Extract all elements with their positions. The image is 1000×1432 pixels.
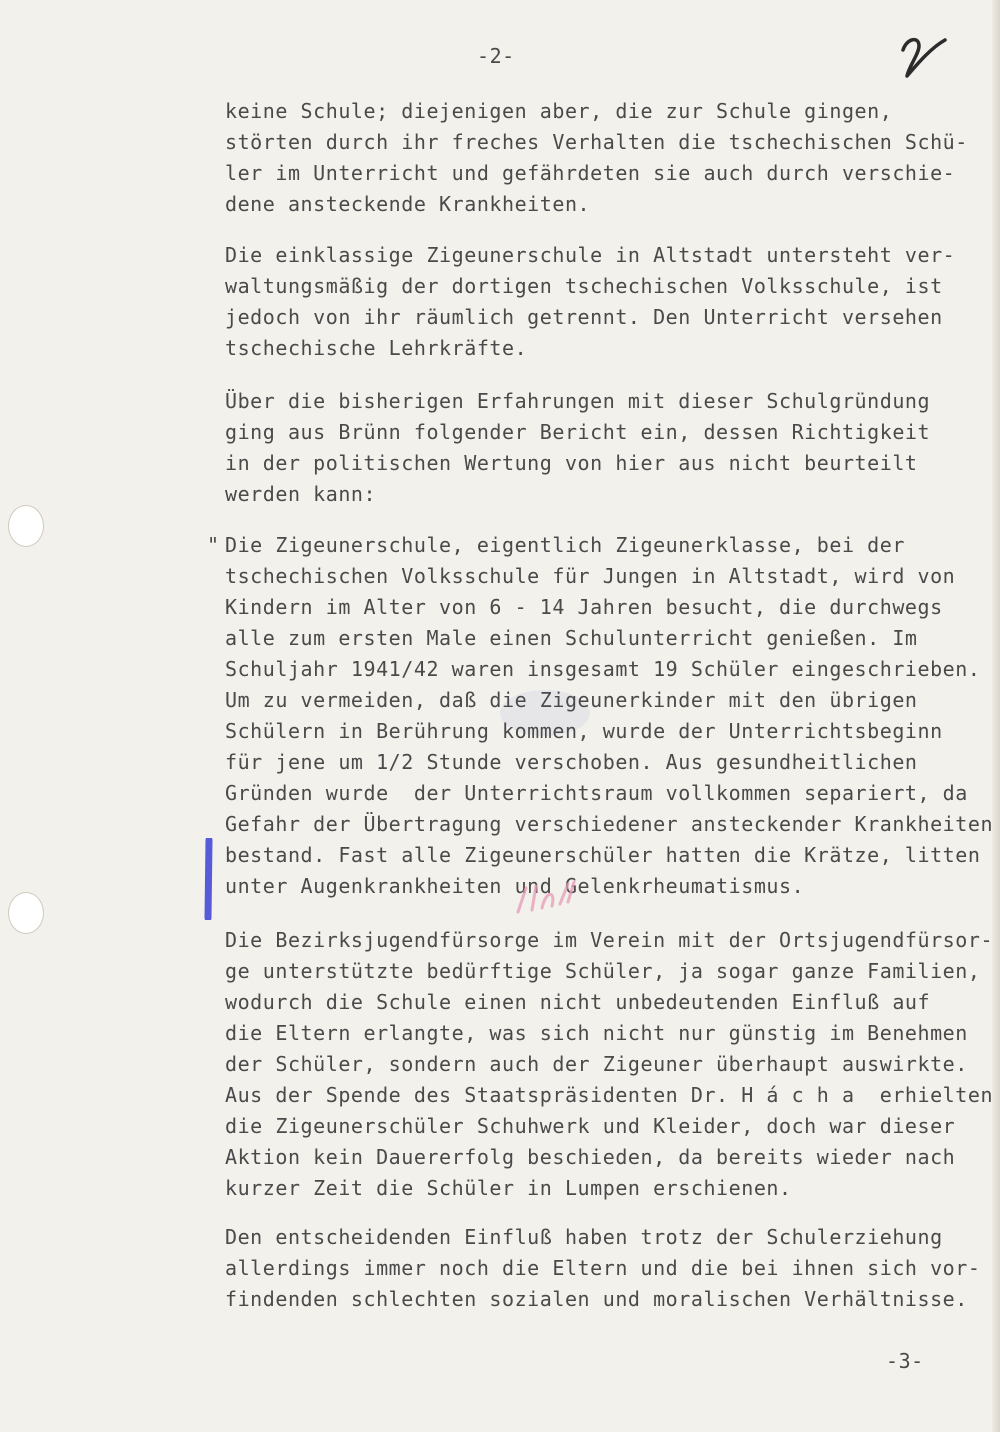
handwritten-page-mark bbox=[897, 32, 949, 80]
text-line: Die Zigeunerschule, eigentlich Zigeunerklasse, bei der bbox=[225, 533, 905, 557]
text-line: waltungsmäßig der dortigen tschechischen Volksschule, ist bbox=[225, 274, 943, 298]
next-page-marker: -3- bbox=[886, 1349, 924, 1373]
text-line: Gefahr der Übertragung verschiedener ansteckender Krankheiten bbox=[225, 812, 994, 836]
opening-quote-mark: " bbox=[207, 533, 220, 557]
text-line: Die einklassige Zigeunerschule in Altstadt untersteht ver- bbox=[225, 243, 956, 267]
paragraph-6 bbox=[225, 1222, 980, 1315]
text-line: Gründen wurde der Unterrichtsraum vollkommen separiert, da bbox=[225, 781, 968, 805]
pink-stamp-mark bbox=[512, 878, 582, 918]
blue-pencil-margin-mark bbox=[204, 838, 214, 920]
punch-hole-top bbox=[8, 505, 44, 547]
text-line: Schuljahr 1941/42 waren insgesamt 19 Schüler eingeschrieben. bbox=[225, 657, 981, 681]
text-line: für jene um 1/2 Stunde verschoben. Aus gesundheitlichen bbox=[225, 750, 918, 774]
text-line: keine Schule; diejenigen aber, die zur Schule gingen, bbox=[225, 99, 893, 123]
text-line: Den entscheidenden Einfluß haben trotz der Schulerziehung bbox=[225, 1225, 943, 1249]
text-line: ler im Unterricht und gefährdeten sie auch durch verschie- bbox=[225, 161, 956, 185]
paragraph-5 bbox=[225, 925, 993, 1204]
paragraph-4-quoted-report bbox=[225, 530, 993, 902]
text-line: bestand. Fast alle Zigeunerschüler hatten die Krätze, litten bbox=[225, 843, 981, 867]
text-line: ge unterstützte bedürftige Schüler, ja sogar ganze Familien, bbox=[225, 959, 981, 983]
text-line: findenden schlechten sozialen und moralischen Verhältnisse. bbox=[225, 1287, 968, 1311]
text-line: kurzer Zeit die Schüler in Lumpen erschienen. bbox=[225, 1176, 792, 1200]
paragraph-2 bbox=[225, 240, 955, 364]
text-line: Aktion kein Dauererfolg beschieden, da bereits wieder nach bbox=[225, 1145, 956, 1169]
text-line: störten durch ihr freches Verhalten die tschechischen Schü- bbox=[225, 130, 968, 154]
page-number-top: -2- bbox=[477, 44, 515, 68]
punch-hole-bottom bbox=[8, 892, 44, 934]
text-line: dene ansteckende Krankheiten. bbox=[225, 192, 591, 216]
text-line: alle zum ersten Male einen Schulunterricht genießen. Im bbox=[225, 626, 918, 650]
text-line: jedoch von ihr räumlich getrennt. Den Unterricht versehen bbox=[225, 305, 943, 329]
text-line: Schülern in Berührung kommen, wurde der Unterrichtsbeginn bbox=[225, 719, 943, 743]
paragraph-3 bbox=[225, 386, 930, 510]
paper-edge bbox=[992, 0, 1000, 1432]
text-line: Kindern im Alter von 6 - 14 Jahren besucht, die durchwegs bbox=[225, 595, 943, 619]
text-line: Über die bisherigen Erfahrungen mit dieser Schulgründung bbox=[225, 389, 931, 413]
text-line: in der politischen Wertung von hier aus nicht beurteilt bbox=[225, 451, 918, 475]
text-line: werden kann: bbox=[225, 482, 377, 506]
text-line: tschechische Lehrkräfte. bbox=[225, 336, 528, 360]
text-line: Aus der Spende des Staatspräsidenten Dr. H á c h a erhielten bbox=[225, 1083, 994, 1107]
text-line: ging aus Brünn folgender Bericht ein, dessen Richtigkeit bbox=[225, 420, 931, 444]
text-line: die Eltern erlangte, was sich nicht nur günstig im Benehmen bbox=[225, 1021, 968, 1045]
text-line: Um zu vermeiden, daß die Zigeunerkinder mit den übrigen bbox=[225, 688, 918, 712]
text-line: tschechischen Volksschule für Jungen in Altstadt, wird von bbox=[225, 564, 956, 588]
text-line: die Zigeunerschüler Schuhwerk und Kleider, doch war dieser bbox=[225, 1114, 956, 1138]
text-line: der Schüler, sondern auch der Zigeuner überhaupt auswirkte. bbox=[225, 1052, 968, 1076]
paragraph-1 bbox=[225, 96, 968, 220]
text-line: allerdings immer noch die Eltern und die bei ihnen sich vor- bbox=[225, 1256, 981, 1280]
text-line: Die Bezirksjugendfürsorge im Verein mit der Ortsjugendfürsor- bbox=[225, 928, 994, 952]
text-line: wodurch die Schule einen nicht unbedeutenden Einfluß auf bbox=[225, 990, 931, 1014]
text-line: unter Augenkrankheiten und Gelenkrheumatismus. bbox=[225, 874, 805, 898]
